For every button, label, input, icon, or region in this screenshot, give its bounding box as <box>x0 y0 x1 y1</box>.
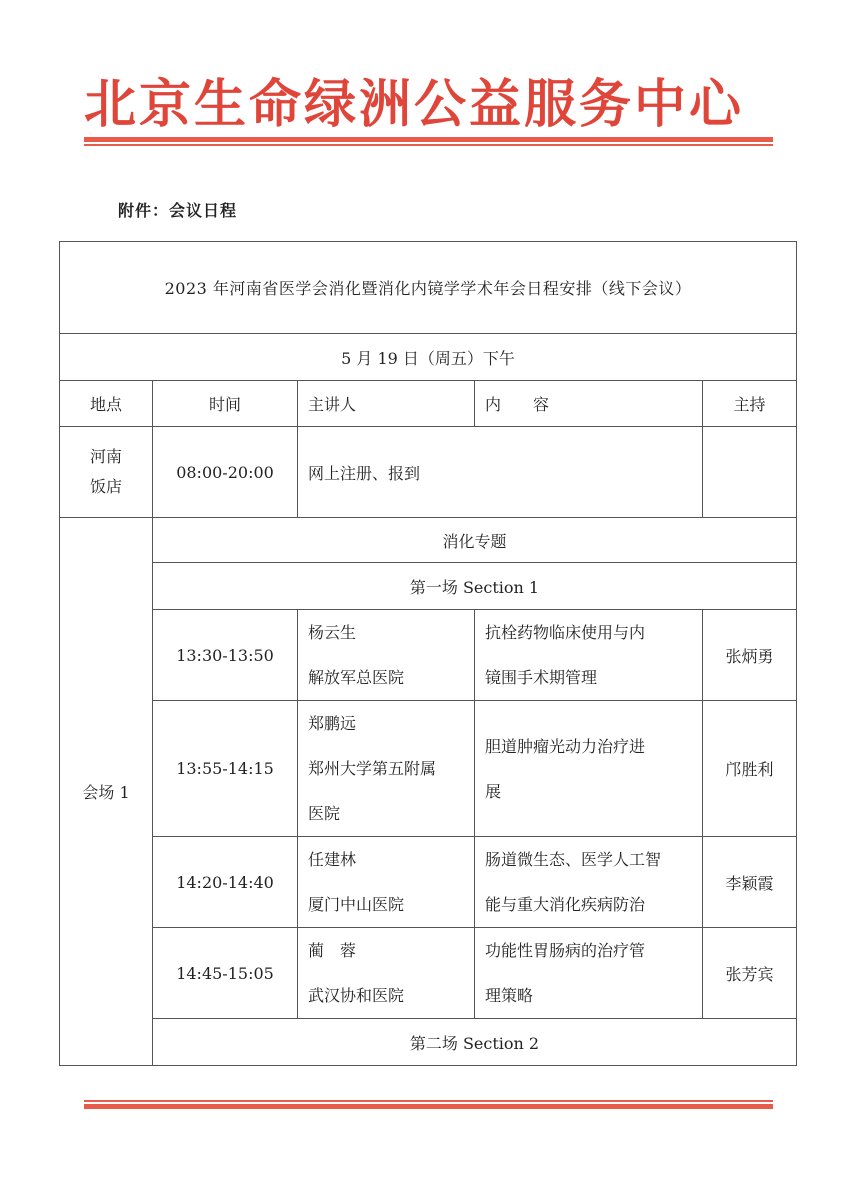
speaker-name: 蔺 蓉 <box>308 941 357 960</box>
schedule-title: 2023 年河南省医学会消化暨消化内镜学学术年会日程安排（线下会议） <box>60 242 797 334</box>
section-2-title: 第二场 Section 2 <box>153 1019 797 1066</box>
speaker-affiliation: 郑州大学第五附属 <box>308 759 437 778</box>
talk-time: 14:45-15:05 <box>153 928 298 1019</box>
talk-time: 13:55-14:15 <box>153 701 298 837</box>
registration-host <box>703 427 797 518</box>
schedule-date: 5 月 19 日（周五）下午 <box>60 334 797 381</box>
talk-host: 邝胜利 <box>703 701 797 837</box>
table-row <box>60 928 797 1019</box>
schedule-table <box>59 241 797 1066</box>
header-time: 时间 <box>153 381 298 427</box>
speaker-name: 任建林 <box>308 850 357 869</box>
letterhead-rule <box>84 137 773 146</box>
header-content: 内 容 <box>475 381 703 427</box>
topic-title: 消化专题 <box>153 518 797 563</box>
registration-row <box>60 427 797 518</box>
speaker-name: 郑鹏远 <box>308 714 357 733</box>
footer-rule <box>84 1100 773 1111</box>
talk-content: 功能性胃肠病的治疗管 理策略 <box>475 928 703 1019</box>
talk-speaker <box>298 701 475 837</box>
header-host: 主持 <box>703 381 797 427</box>
letterhead-title: 北京生命绿洲公益服务中心 <box>84 75 745 135</box>
talk-time: 14:20-14:40 <box>153 837 298 928</box>
talk-speaker <box>298 610 475 701</box>
header-speaker: 主讲人 <box>298 381 475 427</box>
talk-host: 张炳勇 <box>703 610 797 701</box>
table-row <box>60 837 797 928</box>
talk-host: 李颖霞 <box>703 837 797 928</box>
section-1-title: 第一场 Section 1 <box>153 563 797 610</box>
speaker-affiliation: 武汉协和医院 <box>308 986 405 1005</box>
talk-content: 肠道微生态、医学人工智 能与重大消化疾病防治 <box>475 837 703 928</box>
table-row <box>60 610 797 701</box>
attachment-label: 附件：会议日程 <box>118 201 238 220</box>
venue-cell: 会场 1 <box>60 518 153 1066</box>
talk-time: 13:30-13:50 <box>153 610 298 701</box>
registration-activity: 网上注册、报到 <box>298 427 703 518</box>
header-location: 地点 <box>60 381 153 427</box>
table-row <box>60 701 797 837</box>
speaker-affiliation: 厦门中山医院 <box>308 895 405 914</box>
speaker-name: 杨云生 <box>308 623 357 642</box>
table-header-row <box>60 381 797 427</box>
registration-location: 河南饭店 <box>60 427 153 518</box>
talk-speaker <box>298 928 475 1019</box>
speaker-affiliation: 解放军总医院 <box>308 668 405 687</box>
talk-content: 胆道肿瘤光动力治疗进 展 <box>475 701 703 837</box>
talk-speaker <box>298 837 475 928</box>
talk-content: 抗栓药物临床使用与内 镜围手术期管理 <box>475 610 703 701</box>
talk-host: 张芳宾 <box>703 928 797 1019</box>
speaker-affiliation: 医院 <box>308 804 341 823</box>
registration-time: 08:00-20:00 <box>153 427 298 518</box>
